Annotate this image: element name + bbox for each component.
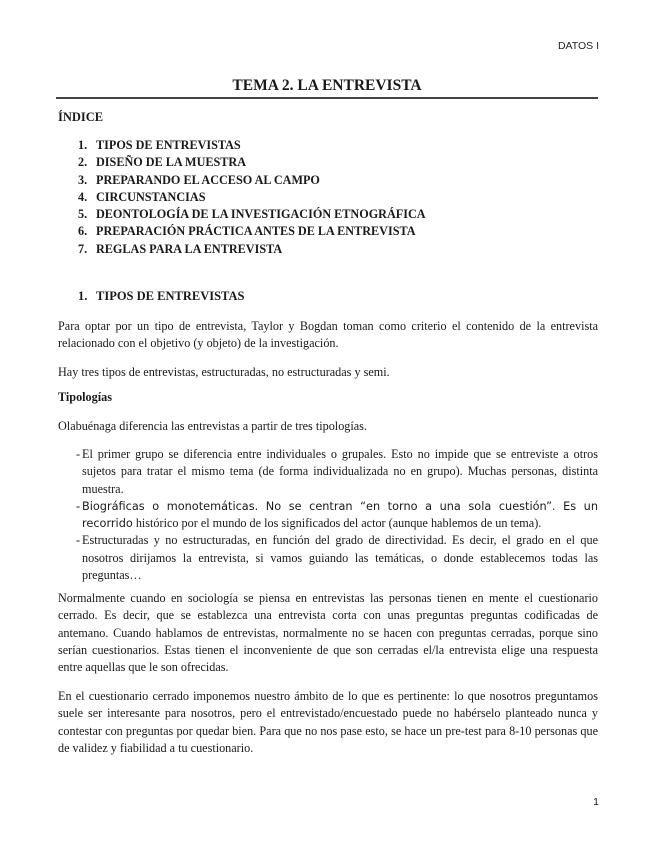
toc-item-number: 2. <box>78 155 88 170</box>
title-underline <box>56 97 598 99</box>
toc-item <box>78 189 426 206</box>
bullet-dash: - <box>76 447 81 461</box>
list-item-text-serif: histórico por el mundo de los significados del actor (aunque hablemos de un tema). <box>132 516 542 531</box>
toc-item <box>78 172 426 189</box>
page-title: TEMA 2. LA ENTREVISTA <box>232 77 422 94</box>
paragraph: Hay tres tipos de entrevistas, estructuradas, no estructuradas y semi. <box>58 365 390 379</box>
toc-item-label: TIPOS DE ENTREVISTAS <box>96 138 241 152</box>
paragraph: Para optar por un tipo de entrevista, Taylor y Bogdan toman como criterio el contenido de la entrevista relacionado con el objetivo (y objeto) de la investigación. <box>58 319 598 351</box>
table-of-contents <box>78 137 426 258</box>
paragraph: Olabuénaga diferencia las entrevistas a partir de tres tipologías. <box>58 419 367 433</box>
paragraph: En el cuestionario cerrado imponemos nuestro ámbito de lo que es pertinente: lo que nosotros preguntamos suele ser interesante para nosotros, pero el entrevistado/encuestado puede no habérselo planteado nunca y contestar con preguntas por quedar bien. Para que no nos pase esto, se hace un pre-test para 8-10 personas que de validez y fiabilidad a tu cuestionario. <box>58 689 598 755</box>
toc-item <box>78 241 426 258</box>
list-item-text <box>82 498 598 533</box>
list-item <box>58 498 598 533</box>
section-number: 1. <box>78 289 88 303</box>
toc-item-number: 6. <box>78 224 88 239</box>
toc-item-label: PREPARANDO EL ACCESO AL CAMPO <box>96 172 320 187</box>
toc-item-number: 7. <box>78 241 88 256</box>
list-item <box>58 532 598 584</box>
toc-item-number: 5. <box>78 207 88 222</box>
toc-item-label: DISEÑO DE LA MUESTRA <box>96 155 247 170</box>
page-number: 1 <box>593 796 599 808</box>
list-item-text-sans: Biográficas o monotemáticas. No se centran “en torno a una sola cuestión”. Es un recorrido <box>82 499 598 531</box>
list-item <box>58 446 598 498</box>
toc-item-number: 3. <box>78 172 88 187</box>
toc-item-number: 1. <box>78 138 88 152</box>
document-header-label: DATOS I <box>557 40 599 52</box>
list-item-text: El primer grupo se diferencia entre individuales o grupales. Esto no impide que se entreviste a otros sujetos para tratar el mismo tema (de forma individualizada no en grupo). Muchas personas, distinta muestra. <box>82 447 598 496</box>
toc-item-number: 4. <box>78 189 88 204</box>
bullet-dash: - <box>76 533 81 548</box>
section-title: TIPOS DE ENTREVISTAS <box>96 289 245 303</box>
list-item-text: Estructuradas y no estructuradas, en función del grado de directividad. Es decir, el grado en el que nosotros dirijamos la entrevista, si vamos guiando las temáticas, o donde establecemos todas las preguntas… <box>82 533 598 583</box>
index-heading: ÍNDICE <box>58 110 104 124</box>
toc-item-label: PREPARACIÓN PRÁCTICA ANTES DE LA ENTREVISTA <box>96 224 416 239</box>
toc-item <box>78 137 426 154</box>
toc-item-label: CIRCUNSTANCIAS <box>96 189 206 204</box>
subheading: Tipologías <box>58 390 112 404</box>
section-heading <box>78 289 244 304</box>
paragraph: Normalmente cuando en sociología se piensa en entrevistas las personas tienen en mente el cuestionario cerrado. Es decir, que se establezca una entrevista corta con unas preguntas preguntas codificadas de antemano. Cuando hablamos de entrevistas, normalmente no se hacen con preguntas cerradas, porque sino serían cuestionarios. Estas tienen el inconveniente de que son cerradas el/la entrevista elige una respuesta entre aquellas que le son ofrecidas. <box>58 591 598 675</box>
bullet-list <box>58 446 598 584</box>
toc-item-label: DEONTOLOGÍA DE LA INVESTIGACIÓN ETNOGRÁFICA <box>96 207 426 222</box>
toc-item <box>78 223 426 240</box>
toc-item <box>78 154 426 171</box>
toc-item <box>78 206 426 223</box>
toc-item-label: REGLAS PARA LA ENTREVISTA <box>96 241 283 256</box>
bullet-dash: - <box>76 498 81 513</box>
